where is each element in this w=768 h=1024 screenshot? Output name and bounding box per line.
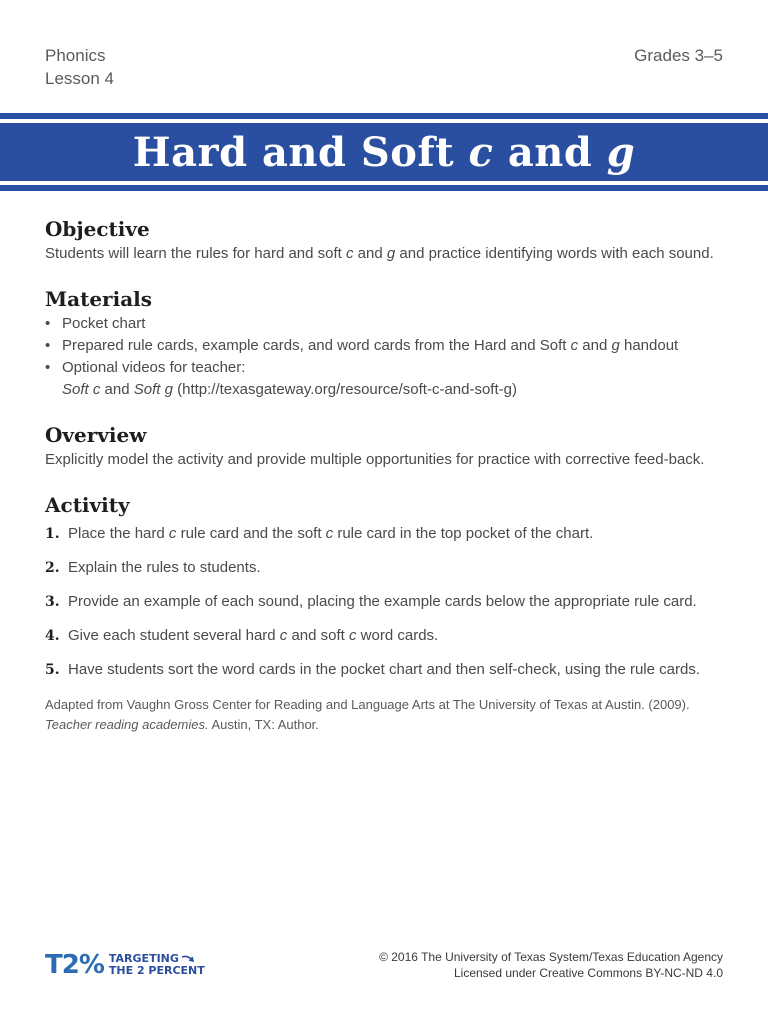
step-number: 4. [45, 628, 60, 644]
objective-text-3: and practice identifying words with each sound. [395, 245, 714, 262]
objective-text [45, 243, 730, 265]
material-2-end: handout [619, 337, 679, 354]
banner-bottom-stripe [0, 185, 768, 191]
citation-line-2 [45, 715, 730, 735]
step-4-c-soft: c [349, 627, 357, 644]
list-item [45, 625, 730, 647]
video-link[interactable]: (http://texasgateway.org/resource/soft-c-and-soft-g) [172, 381, 517, 398]
step-1-c-hard: c [168, 525, 177, 542]
material-2-and: and [578, 337, 612, 354]
list-item [45, 523, 730, 545]
material-3-text: Optional videos for teacher: [62, 359, 246, 376]
objective-section [45, 215, 730, 265]
materials-heading: Materials [45, 287, 153, 311]
step-4-mid: and soft [287, 627, 350, 644]
step-number: 2. [45, 560, 60, 576]
page-title [0, 123, 768, 181]
bullet-icon: • [45, 337, 51, 354]
overview-text: Explicitly model the activity and provide multiple opportunities for practice with corrective feed-back. [45, 451, 705, 468]
logo-wordmark [109, 953, 205, 977]
list-item [45, 357, 730, 401]
objective-text-1: Students will learn the rules for hard and soft [45, 245, 346, 262]
lesson-label: Lesson 4 [45, 69, 114, 88]
activity-heading: Activity [45, 493, 130, 517]
footer-copyright [379, 949, 723, 981]
step-1-mid: rule card and the soft [176, 525, 326, 542]
title-g: g [606, 128, 636, 176]
step-2-text: Explain the rules to students. [68, 559, 261, 576]
step-1-text: Place the hard [68, 525, 169, 542]
video-soft-g: Soft g [133, 381, 173, 398]
title-c: c [468, 128, 494, 176]
material-2-text: Prepared rule cards, example cards, and word cards from the Hard and Soft [62, 337, 571, 354]
arrow-icon [181, 954, 195, 964]
list-item [45, 659, 730, 681]
step-4-c-hard: c [279, 627, 288, 644]
document-header-left [45, 44, 114, 90]
subject-label: Phonics [45, 46, 106, 65]
logo-line-1: TARGETING [108, 952, 179, 965]
list-item [45, 335, 730, 357]
citation-title: Teacher reading academies. [45, 717, 209, 732]
title-text-2: and [493, 128, 607, 176]
step-4-text: Give each student several hard [68, 627, 280, 644]
copyright-text: © 2016 The University of Texas System/Texas Education Agency [379, 950, 723, 964]
bullet-icon: • [45, 359, 51, 376]
step-number: 3. [45, 594, 60, 610]
material-2-g: g [611, 337, 620, 354]
step-1-c-soft: c [325, 525, 334, 542]
title-banner [0, 113, 768, 191]
activity-section [45, 491, 730, 681]
video-soft-c: Soft c [62, 381, 101, 398]
logo-line-2: THE 2 PERCENT [108, 964, 205, 977]
title-text-1: Hard and Soft [132, 128, 469, 176]
overview-section [45, 421, 730, 471]
material-3-and: and [100, 381, 134, 398]
list-item [45, 557, 730, 579]
citation-line-1: Adapted from Vaughn Gross Center for Reading and Language Arts at The University of Texas at Austin. (2009). [45, 697, 690, 712]
lesson-content [45, 215, 730, 735]
bullet-icon: • [45, 315, 51, 332]
step-3-text: Provide an example of each sound, placing the example cards below the appropriate rule card. [68, 593, 697, 610]
objective-c: c [346, 245, 354, 262]
license-text: Licensed under Creative Commons BY-NC-ND 4.0 [453, 966, 723, 980]
step-4-end: word cards. [356, 627, 439, 644]
objective-heading: Objective [45, 217, 150, 241]
material-1: Pocket chart [62, 315, 146, 332]
citation-publisher: Austin, TX: Author. [208, 717, 319, 732]
overview-heading: Overview [45, 423, 147, 447]
objective-g: g [386, 245, 396, 262]
list-item [45, 591, 730, 613]
list-item [45, 313, 730, 335]
materials-section [45, 285, 730, 401]
grades-label: Grades 3–5 [634, 46, 723, 65]
step-1-end: rule card in the top pocket of the chart. [333, 525, 594, 542]
activity-steps [45, 523, 730, 681]
logo-mark: T2% [45, 950, 104, 980]
materials-list [45, 313, 730, 401]
step-number: 5. [45, 662, 60, 678]
step-number: 1. [45, 526, 60, 542]
step-5-text: Have students sort the word cards in the pocket chart and then self-check, using the rule cards. [68, 661, 700, 678]
material-2-c: c [570, 337, 579, 354]
citation [45, 695, 730, 735]
banner-top-stripe [0, 113, 768, 119]
t2-logo [45, 950, 205, 980]
objective-text-2: and [353, 245, 387, 262]
